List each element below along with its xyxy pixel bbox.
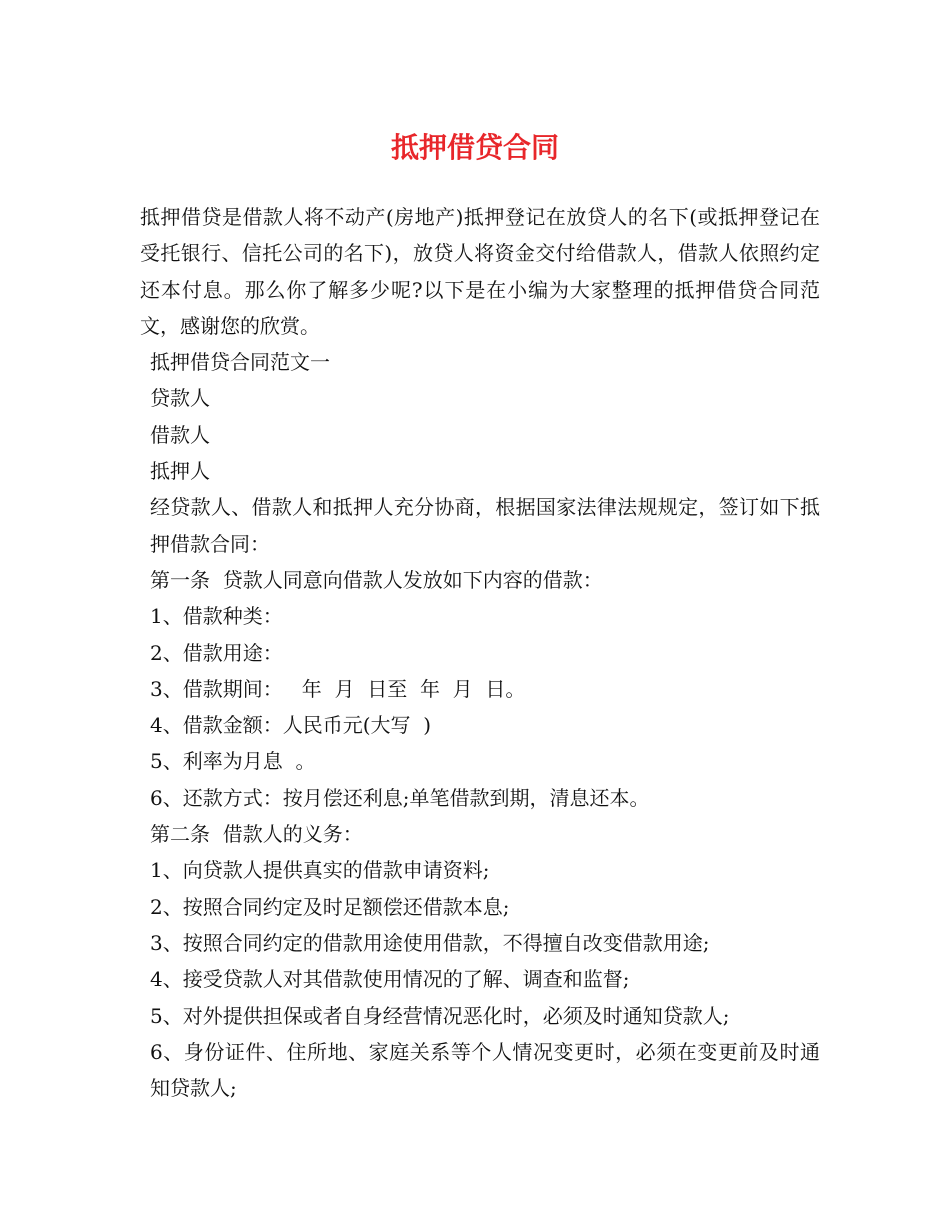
intro-paragraph: 抵押借贷是借款人将不动产(房地产)抵押登记在放贷人的名下(或抵押登记在受托银行、信托公司的名下)，放贷人将资金交付给借款人，借款人依照约定还本付息。那么你了解多少呢?以下是在小编为大家整理的抵押借贷合同范文，感谢您的欣赏。	[140, 205, 820, 338]
article-1-item: 5、利率为月息 。	[150, 749, 316, 774]
article-2-item: 5、对外提供担保或者自身经营情况恶化时，必须及时通知贷款人;	[150, 1003, 730, 1028]
article-2-heading: 第二条 借款人的义务：	[150, 822, 363, 847]
party-mortgagor: 抵押人	[150, 459, 210, 484]
article-1-item: 3、借款期间： 年 月 日至 年 月 日。	[150, 676, 526, 701]
article-2-item: 1、向贷款人提供真实的借款申请资料;	[150, 858, 490, 883]
article-1-item: 2、借款用途：	[150, 640, 283, 665]
article-2-item: 3、按照合同约定的借款用途使用借款，不得擅自改变借款用途;	[150, 930, 710, 955]
party-lender: 贷款人	[150, 386, 210, 411]
article-2-item: 2、按照合同约定及时足额偿还借款本息;	[150, 894, 510, 919]
article-1-item: 1、借款种类：	[150, 604, 283, 629]
party-borrower: 借款人	[150, 422, 210, 447]
document-body	[140, 199, 820, 1106]
article-2-item: 4、接受贷款人对其借款使用情况的了解、调查和监督;	[150, 967, 630, 992]
document-title: 抵押借贷合同	[390, 131, 559, 164]
agreement-preamble: 经贷款人、借款人和抵押人充分协商，根据国家法律法规规定，签订如下抵押借款合同：	[150, 495, 820, 556]
article-1-item: 4、借款金额：人民币元(大写 )	[150, 713, 432, 738]
section-heading: 抵押借贷合同范文一	[150, 350, 330, 375]
article-2-item: 6、身份证件、住所地、家庭关系等个人情况变更时，必须在变更前及时通知贷款人;	[150, 1039, 820, 1101]
article-1-item: 6、还款方式：按月偿还利息;单笔借款到期，清息还本。	[150, 785, 650, 810]
article-1-heading: 第一条 贷款人同意向借款人发放如下内容的借款：	[150, 567, 603, 592]
